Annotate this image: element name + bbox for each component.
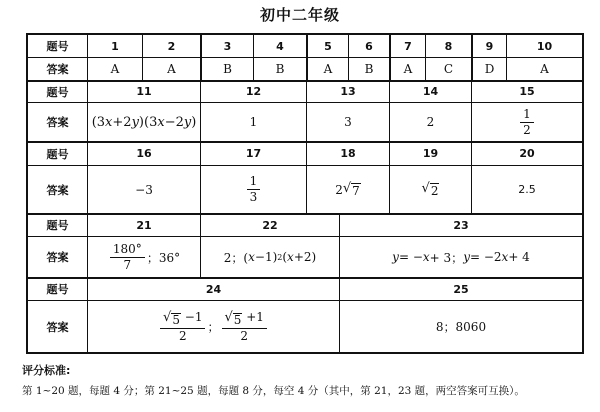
answer-value: B bbox=[364, 62, 374, 76]
question-label: 题号 bbox=[46, 85, 69, 99]
question-number: 14 bbox=[422, 85, 439, 98]
question-number: 21 bbox=[136, 218, 152, 232]
answer-q24: √ 5 −1 2 ； √ 5 +1 2 bbox=[88, 301, 339, 352]
answer-label: 答案 bbox=[46, 251, 69, 264]
question-number: 11 bbox=[136, 85, 152, 98]
question-number: 6 bbox=[365, 39, 373, 53]
question-number: 3 bbox=[223, 39, 232, 53]
answer-q13: 3 bbox=[344, 115, 352, 129]
question-label: 题号 bbox=[46, 147, 69, 161]
answer-label: 答案 bbox=[46, 62, 69, 76]
answer-q12: 1 bbox=[249, 115, 258, 129]
question-number: 18 bbox=[340, 147, 356, 160]
answer-value: C bbox=[443, 62, 454, 76]
question-number: 2 bbox=[167, 39, 176, 53]
answer-q20: 2.5 bbox=[518, 183, 536, 196]
answer-value: B bbox=[275, 62, 285, 76]
answer-q25: 8；8060 bbox=[435, 320, 487, 334]
answer-value: A bbox=[110, 62, 120, 76]
question-number: 4 bbox=[276, 39, 284, 53]
question-number: 15 bbox=[519, 85, 535, 98]
question-number: 25 bbox=[453, 282, 469, 296]
answer-value: A bbox=[323, 62, 333, 76]
question-number: 19 bbox=[422, 147, 439, 160]
answer-q17: $\frac{1}{3}$ bbox=[201, 166, 306, 213]
scoring-heading: 评分标准: bbox=[22, 364, 71, 377]
answer-q22: 2；( x −1) 2 ( x +2) bbox=[223, 250, 317, 265]
answer-label: 答案 bbox=[46, 116, 69, 129]
answer-q15: $\frac{1}{2}$ bbox=[472, 103, 582, 141]
answer-value: D bbox=[484, 62, 495, 76]
answer-label: 答案 bbox=[46, 320, 69, 334]
answer-q11: (3 x +2 y )(3 x −2 y ) bbox=[91, 114, 197, 130]
question-number: 23 bbox=[453, 218, 469, 232]
answer-q23: y = − x + 3； y = −2 x + 4 bbox=[392, 250, 530, 265]
question-number: 8 bbox=[444, 39, 453, 53]
question-number: 9 bbox=[485, 39, 494, 53]
question-number: 1 bbox=[111, 39, 119, 53]
question-number: 5 bbox=[324, 39, 332, 53]
question-number: 12 bbox=[245, 85, 262, 98]
question-label: 题号 bbox=[46, 283, 69, 296]
question-number: 10 bbox=[536, 39, 553, 53]
question-label: 题号 bbox=[46, 40, 69, 53]
question-number: 20 bbox=[519, 147, 535, 160]
question-number: 22 bbox=[262, 218, 278, 232]
scoring-text: 第 1~20 题，每题 4 分；第 21~25 题，每题 8 分，每空 4 分（其中，第 21，23 题，两空答案可互换）。 bbox=[22, 385, 525, 397]
question-number: 7 bbox=[404, 39, 412, 53]
question-number: 13 bbox=[340, 85, 356, 98]
answer-label: 答案 bbox=[46, 183, 69, 197]
answer-q19: √ 2 bbox=[421, 181, 439, 198]
page-title: 初中二年级 bbox=[259, 6, 340, 24]
answer-value: B bbox=[223, 62, 232, 76]
question-number: 17 bbox=[245, 147, 262, 160]
question-number: 16 bbox=[136, 147, 152, 160]
question-number: 24 bbox=[205, 282, 222, 296]
answer-value: A bbox=[540, 62, 549, 76]
answer-value: A bbox=[167, 62, 176, 76]
answer-q16: −3 bbox=[135, 182, 153, 197]
answer-q14: 2 bbox=[426, 115, 435, 129]
answer-value: A bbox=[403, 62, 413, 76]
question-label: 题号 bbox=[46, 219, 69, 232]
answer-q18: 2 √ 7 bbox=[335, 181, 360, 198]
answer-table bbox=[26, 33, 584, 354]
answer-q21: $\frac{180^\circ}{7}$ ；36° bbox=[88, 237, 200, 277]
